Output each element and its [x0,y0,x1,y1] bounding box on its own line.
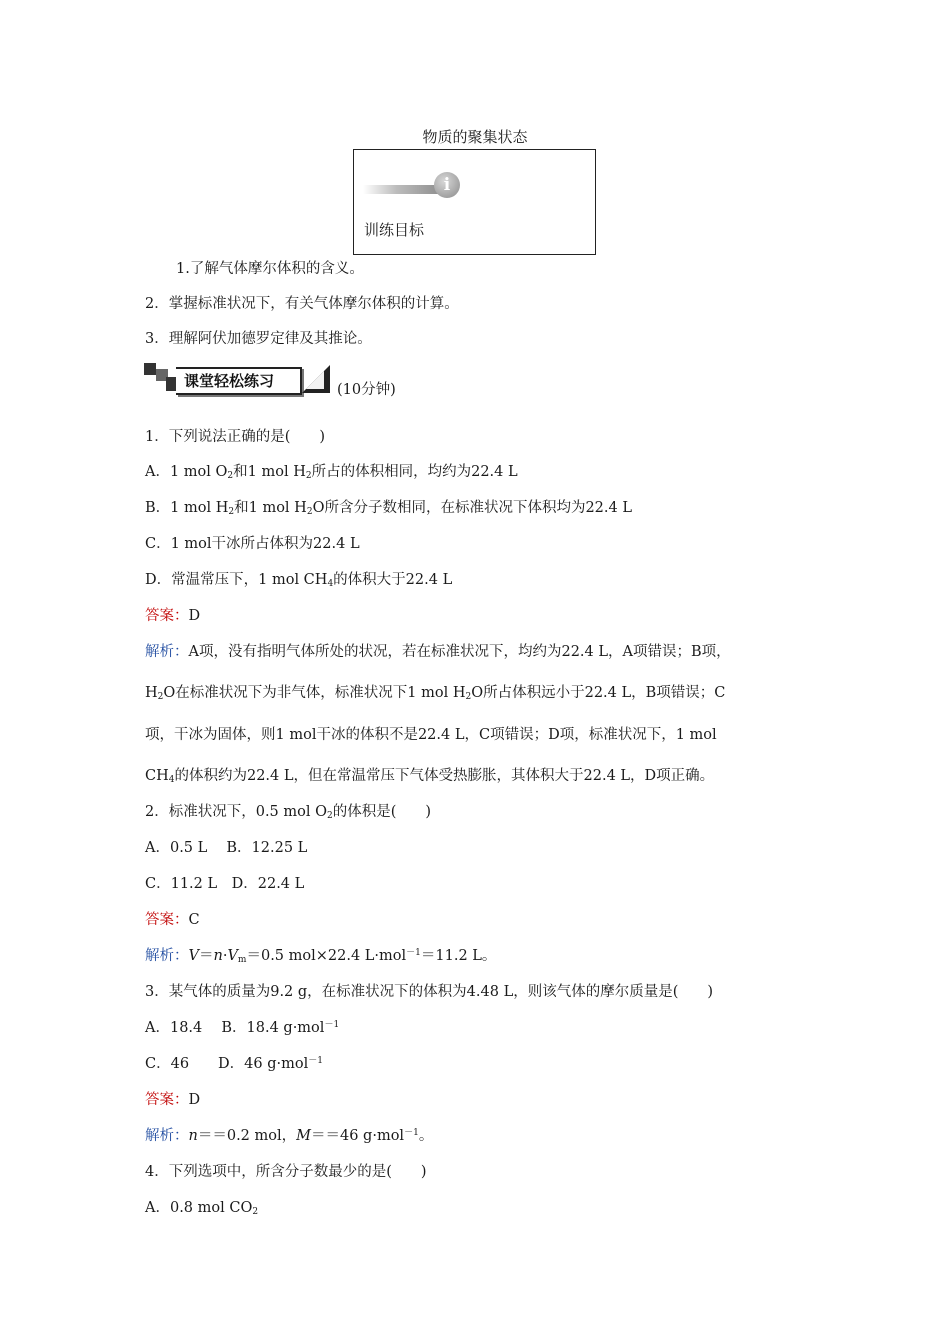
q1-analysis-line-4: $CH_4$的体积约为22.4 L，但在常温常压下气体受热膨胀，其体积大于22.4 L，D项正确。 [145,768,715,785]
q2-options-cd: C．11.2 L D．22.4 L [145,876,305,892]
q1-stem: 1．下列说法正确的是( ) [145,429,326,445]
q3-options-cd: C．46 D．46 g·mol$^{-1}$ [145,1056,323,1072]
section-tab [176,367,302,395]
q1-option-b: B．1 mol $H_2$和1 mol $H_2O$所含分子数相同，在标准状况下体积均为22.4 L [145,500,632,517]
q3-analysis: 解析：n＝＝0.2 mol，M＝＝46 g·mol$^{-1}$。 [145,1128,434,1144]
q4-option-a: A．0.8 mol $CO_2$ [145,1200,259,1217]
info-icon: i [434,172,460,198]
q1-analysis-line-1: 解析：A项，没有指明气体所处的状况，若在标准状况下，均约为22.4 L，A项错误；B项， [145,644,731,660]
objective-2: 2．掌握标准状况下，有关气体摩尔体积的计算。 [145,296,459,312]
q2-options-ab: A．0.5 L B．12.25 L [145,840,308,856]
banner-triangle-decoration [306,371,324,389]
q1-option-d: D．常温常压下，1 mol $CH_4$的体积大于22.4 L [145,572,453,589]
q4-stem: 4．下列选项中，所含分子数最少的是( ) [145,1164,427,1180]
q2-analysis: 解析：$V=n\cdot V_m=0.5$ mol×22.4 L·mol$^{-1}$＝11.2 L。 [145,948,497,965]
q3-options-ab: A．18.4 B．18.4 g·mol$^{-1}$ [145,1020,340,1036]
q1-option-c: C．1 mol干冰所占体积为22.4 L [145,536,360,552]
section-duration: (10分钟) [337,382,396,398]
info-bar-decoration [363,185,445,194]
q2-stem: 2．标准状况下，0.5 mol $O_2$的体积是( ) [145,804,432,821]
q3-answer: 答案：D [145,1092,201,1108]
section-banner [144,361,396,398]
banner-square-decoration [144,363,156,375]
q2-answer: 答案：C [145,912,200,928]
q1-option-a: A．1 mol $O_2$和1 mol $H_2$所占的体积相同，均约为22.4 L [145,464,518,481]
training-target-label: 训练目标 [364,221,425,239]
q1-analysis-line-3: 项，干冰为固体，则1 mol干冰的体积不是22.4 L，C项错误；D项，标准状况下，1 mol [145,727,717,743]
section-label: 课堂轻松练习 [184,372,275,390]
page-title: 物质的聚集状态 [422,128,528,146]
q3-stem: 3．某气体的质量为9.2 g，在标准状况下的体积为4.48 L，则该气体的摩尔质量是( ) [145,984,714,1000]
objective-1: 1.了解气体摩尔体积的含义。 [176,261,364,277]
training-target-box [353,149,596,255]
q1-analysis-line-2: $H_2O$在标准状况下为非气体，标准状况下1 mol $H_2O$所占体积远小于22.4 L，B项错误；C [145,685,726,702]
objective-3: 3．理解阿伏加德罗定律及其推论。 [145,331,372,347]
q1-answer: 答案：D [145,608,201,624]
